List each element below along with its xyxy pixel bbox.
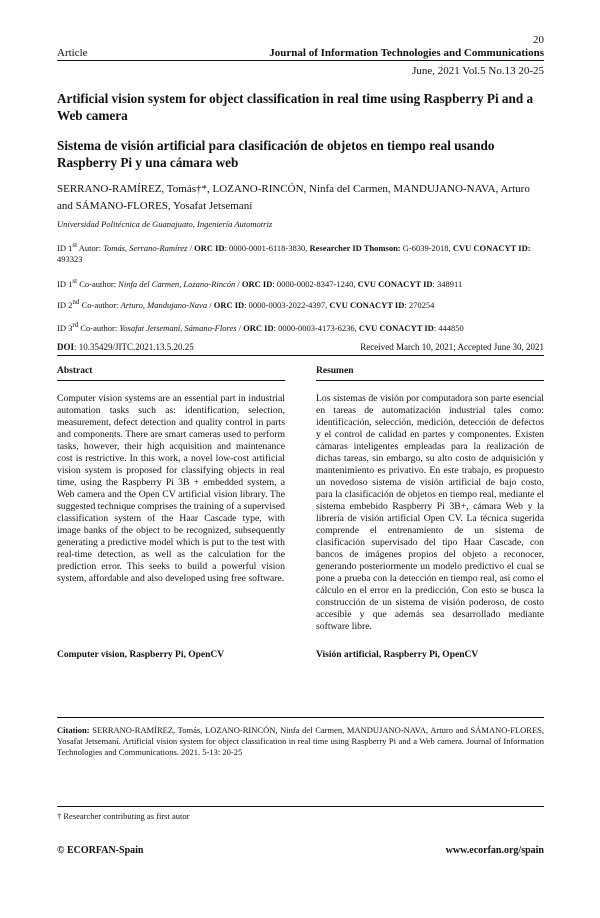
section-label: Article [57, 47, 88, 59]
doi[interactable]: DOI: 10.35429/JITC.2021.13.5.20.25 [57, 342, 194, 352]
resumen-text: Los sistemas de visión por computadora son parte esencial en tareas de automatización industrial tales como: identificación, selección, medición, detección de defectos y el control de calidad en partes y componentes. Existen cámaras inteligentes empleadas para la realización de dichas tareas, sin embargo, su alto costo de adquisición y mantenimiento es privativo. En este trabajo, es propuesto un novedoso sistema de visión artificial de bajo costo, para la clasificación de objetos en tiempo real, mediante el sistema embebido Raspberry Pi 3B+, cámara Web y la librería de visión artificial Open CV. La técnica sugerida comprende el entrenamiento de un sistema de clasificación supervisado del tipo Haar Cascade, con bancos de imágenes propios del objeto a reconocer, generando posteriormente un modelo predictivo el cual se pone a prueba con la detección en tiempo real, así como el cálculo en el error en la predicción, Con esto se busca la construcción de un sistema de visión poderoso, de costo accesible y que además sea desarrollado mediante software libre. [316, 393, 544, 632]
volume-info: June, 2021 Vol.5 No.13 20-25 [412, 65, 544, 77]
footnote: † Researcher contributing as first autor [57, 806, 544, 821]
authors: SERRANO-RAMÍREZ, Tomás†*, LOZANO-RINCÓN, Ninfa del Carmen, MANDUJANO-NAVA, Arturo and SÁMANO-FLORES, Yosafat Jetsemaní [57, 183, 530, 212]
running-header [57, 46, 544, 61]
journal-name: Journal of Information Technologies and Communications [269, 47, 544, 59]
resumen-column [316, 366, 544, 633]
abstract-heading: Abstract [57, 366, 285, 381]
resumen-heading: Resumen [316, 366, 544, 381]
coauthor-id-line: ID 2nd Co-author: Arturo, Mandujano-Nava / ORC ID: 0000-0003-2022-4397, CVU CONACYT ID: 270254 [57, 298, 435, 310]
title-english: Artificial vision system for object classification in real time using Raspberry Pi and a Web camera [57, 91, 534, 123]
citation: Citation: SERRANO-RAMÍREZ, Tomás, LOZANO-RINCÓN, Ninfa del Carmen, MANDUJANO-NAVA, Arturo and SÁMANO-FLORES, Yosafat Jetsemaní. Artificial vision system for object classification in real time using Raspberry Pi and a Web camera. Journal of Information Technologies and Communications. 2021. 5-13: 20-25 [57, 717, 544, 758]
abstract-column [57, 366, 285, 585]
coauthor-id-line: ID 1st Co-author: Ninfa del Carmen, Lozano-Rincón / ORC ID: 0000-0002-8347-1240, CVU CONACYT ID: 348911 [57, 277, 463, 289]
keywords-english: Computer vision, Raspberry Pi, OpenCV [57, 650, 225, 660]
keywords-spanish: Visión artificial, Raspberry Pi, OpenCV [316, 650, 479, 660]
doi-bar [57, 341, 544, 356]
received-dates: Received March 10, 2021; Accepted June 30, 2021 [360, 342, 544, 352]
title-spanish: Sistema de visión artificial para clasificación de objetos en tiempo real usando Raspberry Pi y una cámara web [57, 138, 495, 170]
affiliation: Universidad Politécnica de Guanajuato, Ingeniería Automotriz [57, 219, 273, 229]
page-number: 20 [533, 34, 544, 46]
publisher-url[interactable]: www.ecorfan.org/spain [445, 845, 544, 856]
author-id-line: ID 1st Autor: Tomás, Serrano-Ramírez / ORC ID: 0000-0001-6118-3830, Researcher ID Thomson: G-6039-2018, CVU CONACYT ID: 493323 [57, 241, 531, 264]
abstract-text: Computer vision systems are an essential part in industrial automation tasks such as: identification, selection, measurement, defect detection and quality control in parts and components. There are smart cameras used to perform tasks, however, their high acquisition and maintenance cost is restrictive. In this work, a novel low-cost artificial vision system is proposed for classifying objects in real time, using the Raspberry Pi 3B + embedded system, a Web camera and the Open CV artificial vision library. The suggested technique comprises the training of a supervised classification system of the Haar Cascade type, with image banks of the object to be recognized, subsequently generating a predictive model which is put to the test with real-time detection, as well as the calculation for the prediction error. This seeks to build a powerful vision system, affordable and also developed using free software. [57, 393, 285, 584]
page-footer [57, 845, 544, 856]
coauthor-id-line: ID 3rd Co-author: Yosafat Jetsemaní, Sámano-Flores / ORC ID: 0000-0003-4173-6236, CVU CONACYT ID: 444850 [57, 321, 464, 333]
publisher: © ECORFAN-Spain [57, 845, 144, 856]
